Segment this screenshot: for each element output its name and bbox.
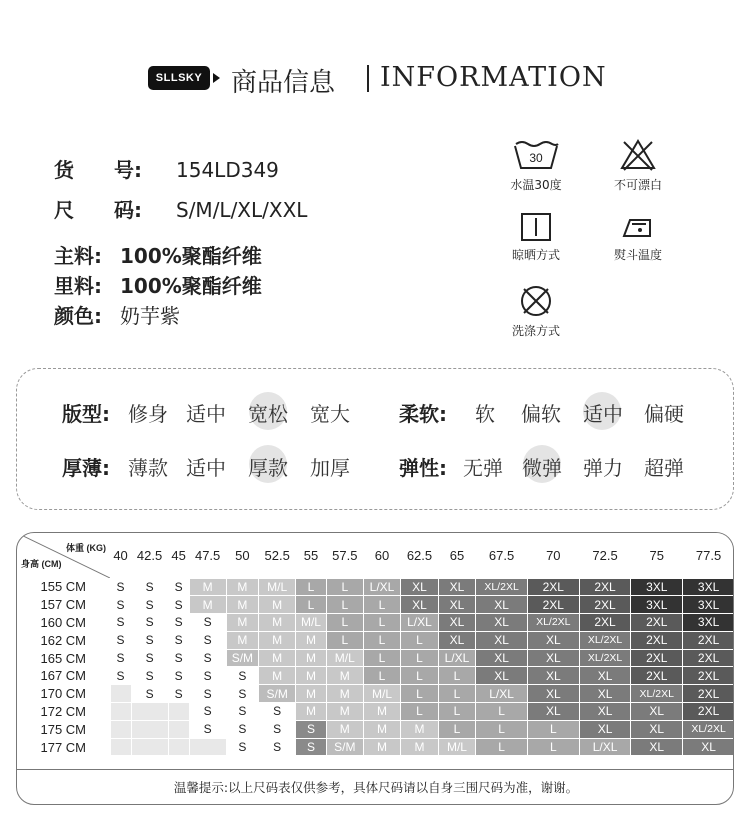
- size-cell: L: [363, 631, 400, 649]
- size-cell: S: [226, 685, 259, 703]
- size-cell: 2XL: [631, 631, 683, 649]
- size-cell: S: [131, 631, 168, 649]
- table-corner: [17, 533, 110, 578]
- size-cell: 2XL: [527, 578, 579, 596]
- size-cell: S: [110, 631, 131, 649]
- size-cell: XL: [579, 667, 631, 685]
- size-cell: S: [226, 720, 259, 738]
- table-row: [17, 596, 734, 614]
- size-cell: L: [296, 596, 327, 614]
- size-cell: XL: [579, 703, 631, 721]
- size-cell: 2XL: [683, 685, 734, 703]
- size-cell: S: [226, 738, 259, 756]
- size-cell: M/L: [363, 685, 400, 703]
- size-cell: L/XL: [401, 614, 438, 632]
- size-cell: L: [401, 649, 438, 667]
- size-cell: M: [363, 738, 400, 756]
- size-cell: L: [401, 685, 438, 703]
- size-cell: XL: [476, 596, 528, 614]
- size-cell: XL: [476, 614, 528, 632]
- size-cell: [110, 720, 131, 738]
- size-cell: 2XL: [579, 614, 631, 632]
- table-row: [17, 720, 734, 738]
- size-value: S/M/L/XL/XXL: [176, 198, 308, 222]
- height-cell: 165 CM: [40, 650, 87, 666]
- size-cell: S: [259, 720, 296, 738]
- size-cell: M: [259, 631, 296, 649]
- size-cell: M: [189, 596, 226, 614]
- size-cell: 3XL: [631, 578, 683, 596]
- size-cell: S: [168, 685, 189, 703]
- weight-header-cell: 65: [438, 533, 475, 578]
- size-cell: M: [296, 667, 327, 685]
- size-row: [54, 194, 307, 223]
- size-table-header: [17, 533, 734, 578]
- size-cell: M: [226, 596, 259, 614]
- size-cell: L/XL: [438, 649, 475, 667]
- size-cell: L: [326, 614, 363, 632]
- size-cell: M: [226, 578, 259, 596]
- size-cell: XL: [631, 703, 683, 721]
- table-row: [17, 738, 734, 756]
- size-cell: XL/2XL: [476, 578, 528, 596]
- size-cell: L: [476, 703, 528, 721]
- size-table: [17, 533, 734, 756]
- thickness-option: 薄款: [128, 456, 168, 480]
- height-axis-label: 身高 (CM): [21, 559, 62, 569]
- size-cell: XL: [579, 685, 631, 703]
- color-value: 奶芋紫: [120, 304, 180, 328]
- softness-option: 偏软: [521, 402, 561, 426]
- size-cell: M/L: [296, 614, 327, 632]
- size-cell: S: [110, 667, 131, 685]
- size-cell: 2XL: [683, 667, 734, 685]
- size-cell: S: [189, 631, 226, 649]
- title-chinese: 商品信息: [231, 68, 336, 98]
- size-cell: XL: [579, 720, 631, 738]
- size-cell: L: [363, 596, 400, 614]
- size-cell: S: [131, 614, 168, 632]
- fit-option-selected: 宽松: [248, 402, 288, 426]
- table-row: [17, 578, 734, 596]
- care-dry: [496, 212, 576, 263]
- size-cell: L: [401, 667, 438, 685]
- size-cell: L: [438, 667, 475, 685]
- height-cell: 160 CM: [40, 614, 87, 630]
- size-cell: XL: [527, 649, 579, 667]
- size-cell: XL: [476, 631, 528, 649]
- size-cell: M: [259, 614, 296, 632]
- size-cell: XL: [476, 667, 528, 685]
- size-cell: 2XL: [579, 596, 631, 614]
- size-cell: L: [363, 649, 400, 667]
- item-no-label: 货 号:: [54, 158, 142, 182]
- size-cell: S: [189, 667, 226, 685]
- size-cell: 2XL: [683, 631, 734, 649]
- wash-30-icon: [512, 138, 560, 172]
- size-cell: 2XL: [579, 578, 631, 596]
- size-cell: S: [131, 649, 168, 667]
- softness-option: 偏硬: [644, 402, 684, 426]
- size-cell: L: [476, 720, 528, 738]
- size-cell: XL: [527, 631, 579, 649]
- weight-header-cell: 47.5: [189, 533, 226, 578]
- height-cell: 170 CM: [40, 686, 87, 702]
- thickness-label: 厚薄:: [62, 456, 110, 480]
- size-cell: L: [326, 578, 363, 596]
- size-cell: XL: [438, 614, 475, 632]
- brand-logo: SLLSKY: [148, 66, 210, 90]
- weight-header-cell: 75: [631, 533, 683, 578]
- header: [0, 62, 750, 98]
- size-cell: S: [168, 578, 189, 596]
- title-english: INFORMATION: [380, 62, 607, 93]
- size-cell: L: [527, 720, 579, 738]
- size-cell: XL: [401, 596, 438, 614]
- elasticity-option: 无弹: [463, 456, 503, 480]
- size-cell: M: [296, 631, 327, 649]
- softness-option-selected: 适中: [583, 402, 623, 426]
- size-cell: XL/2XL: [527, 614, 579, 632]
- table-row: [17, 614, 734, 632]
- weight-axis-label: 体重 (KG): [66, 543, 106, 553]
- elasticity-label: 弹性:: [399, 456, 447, 480]
- size-cell: S: [131, 685, 168, 703]
- fit-option: 宽大: [310, 402, 350, 426]
- size-cell: S: [296, 738, 327, 756]
- size-cell: L: [326, 596, 363, 614]
- size-cell: S: [189, 720, 226, 738]
- weight-header-cell: 67.5: [476, 533, 528, 578]
- height-cell: 167 CM: [40, 668, 87, 684]
- size-cell: S: [189, 685, 226, 703]
- size-cell: L: [527, 738, 579, 756]
- fit-label: 版型:: [62, 402, 110, 426]
- size-cell: S: [168, 596, 189, 614]
- weight-header-cell: 52.5: [259, 533, 296, 578]
- care-dry-label: 晾晒方式: [511, 248, 560, 262]
- size-cell: M: [326, 667, 363, 685]
- size-cell: 3XL: [683, 614, 734, 632]
- softness-option: 软: [475, 402, 495, 426]
- size-cell: S: [110, 614, 131, 632]
- size-cell: 2XL: [631, 667, 683, 685]
- size-cell: L: [363, 667, 400, 685]
- weight-header-cell: 57.5: [326, 533, 363, 578]
- table-row: [17, 667, 734, 685]
- size-cell: S: [110, 578, 131, 596]
- main-material-row: [54, 240, 262, 269]
- size-cell: 2XL: [631, 614, 683, 632]
- size-cell: M: [189, 578, 226, 596]
- care-bleach-label: 不可漂白: [613, 178, 662, 192]
- height-cell: 177 CM: [40, 739, 87, 755]
- logo-arrow-icon: [213, 73, 220, 83]
- size-cell: S: [226, 667, 259, 685]
- size-cell: S: [259, 738, 296, 756]
- size-cell: 3XL: [683, 578, 734, 596]
- height-cell: 175 CM: [40, 721, 87, 737]
- lining-value: 100%聚酯纤维: [120, 274, 262, 298]
- size-chart: [16, 532, 734, 805]
- size-cell: XL: [631, 738, 683, 756]
- size-cell: XL: [476, 649, 528, 667]
- size-cell: M: [296, 703, 327, 721]
- size-cell: [110, 738, 131, 756]
- color-row: [54, 300, 180, 329]
- size-cell: [110, 703, 131, 721]
- size-cell: L: [476, 738, 528, 756]
- weight-header-cell: 72.5: [579, 533, 631, 578]
- size-cell: [131, 720, 168, 738]
- size-cell: M: [401, 720, 438, 738]
- size-cell: S: [168, 667, 189, 685]
- height-cell: 155 CM: [40, 579, 87, 595]
- size-cell: S/M: [226, 649, 259, 667]
- size-cell: S/M: [259, 685, 296, 703]
- size-cell: M/L: [326, 649, 363, 667]
- table-row: [17, 685, 734, 703]
- size-cell: M/L: [438, 738, 475, 756]
- thickness-option-selected: 厚款: [248, 456, 288, 480]
- attributes-panel: [16, 368, 734, 510]
- color-label: 颜色:: [54, 304, 102, 328]
- size-cell: 3XL: [631, 596, 683, 614]
- height-cell: 172 CM: [40, 703, 87, 719]
- size-cell: S: [131, 596, 168, 614]
- size-cell: S: [110, 596, 131, 614]
- size-cell: L: [296, 578, 327, 596]
- thickness-option: 适中: [186, 456, 226, 480]
- size-cell: [168, 703, 189, 721]
- size-cell: M: [401, 738, 438, 756]
- size-note: 温馨提示:以上尺码表仅供参考，具体尺码请以自身三围尺码为准，谢谢。: [17, 769, 734, 805]
- size-cell: XL: [527, 703, 579, 721]
- size-cell: XL/2XL: [683, 720, 734, 738]
- size-label: 尺 码:: [54, 198, 142, 222]
- size-cell: S: [168, 649, 189, 667]
- size-cell: [189, 738, 226, 756]
- weight-header-cell: 60: [363, 533, 400, 578]
- softness-label: 柔软:: [399, 402, 447, 426]
- height-cell: 157 CM: [40, 597, 87, 613]
- size-cell: M: [259, 667, 296, 685]
- size-cell: 2XL: [631, 649, 683, 667]
- elasticity-option: 弹力: [583, 456, 623, 480]
- size-cell: XL: [683, 738, 734, 756]
- size-cell: XL: [438, 631, 475, 649]
- table-row: [17, 703, 734, 721]
- lining-label: 里料:: [54, 274, 102, 298]
- size-cell: 2XL: [527, 596, 579, 614]
- size-cell: S/M: [326, 738, 363, 756]
- care-iron: [598, 212, 678, 263]
- care-clean: [496, 284, 576, 339]
- size-cell: M: [226, 614, 259, 632]
- size-cell: XL: [631, 720, 683, 738]
- size-cell: L: [363, 614, 400, 632]
- weight-header-cell: 40: [110, 533, 131, 578]
- size-cell: [168, 738, 189, 756]
- size-cell: M/L: [259, 578, 296, 596]
- size-table-body: [17, 533, 734, 756]
- fit-option: 适中: [186, 402, 226, 426]
- size-cell: XL: [527, 667, 579, 685]
- weight-header-cell: 45: [168, 533, 189, 578]
- size-cell: M: [226, 631, 259, 649]
- care-wash-label: 水温30度: [510, 178, 562, 192]
- size-cell: [131, 703, 168, 721]
- size-cell: 2XL: [683, 649, 734, 667]
- size-cell: S: [296, 720, 327, 738]
- size-cell: M: [259, 649, 296, 667]
- size-cell: 2XL: [683, 703, 734, 721]
- size-cell: XL/2XL: [579, 631, 631, 649]
- size-cell: L: [438, 685, 475, 703]
- no-bleach-icon: [618, 138, 658, 172]
- care-bleach: [598, 138, 678, 193]
- size-cell: S: [189, 703, 226, 721]
- weight-header-cell: 42.5: [131, 533, 168, 578]
- size-cell: XL: [438, 596, 475, 614]
- wash-temp: 30: [529, 151, 543, 165]
- size-cell: 3XL: [683, 596, 734, 614]
- care-iron-label: 熨斗温度: [613, 248, 662, 262]
- size-cell: M: [259, 596, 296, 614]
- main-material-value: 100%聚酯纤维: [120, 244, 262, 268]
- size-cell: L: [401, 631, 438, 649]
- fit-option: 修身: [128, 402, 168, 426]
- size-cell: S: [189, 649, 226, 667]
- size-cell: [131, 738, 168, 756]
- iron-icon: [618, 212, 658, 242]
- size-cell: L/XL: [579, 738, 631, 756]
- size-cell: XL/2XL: [631, 685, 683, 703]
- size-cell: S: [168, 614, 189, 632]
- elasticity-option: 超弹: [644, 456, 684, 480]
- size-cell: L: [401, 703, 438, 721]
- item-no-value: 154LD349: [176, 158, 279, 182]
- size-cell: M: [363, 720, 400, 738]
- size-cell: L: [438, 720, 475, 738]
- dry-shade-icon: [516, 212, 556, 242]
- care-wash: [496, 138, 576, 193]
- size-cell: S: [110, 649, 131, 667]
- weight-header-cell: 77.5: [683, 533, 734, 578]
- size-cell: XL: [527, 685, 579, 703]
- size-cell: L: [438, 703, 475, 721]
- size-cell: XL/2XL: [579, 649, 631, 667]
- weight-header-cell: 62.5: [401, 533, 438, 578]
- weight-header-cell: 70: [527, 533, 579, 578]
- main-material-label: 主料:: [54, 244, 102, 268]
- size-cell: L: [326, 631, 363, 649]
- size-cell: L/XL: [476, 685, 528, 703]
- size-cell: S: [131, 667, 168, 685]
- care-clean-label: 洗涤方式: [511, 324, 560, 338]
- size-cell: M: [363, 703, 400, 721]
- size-cell: S: [131, 578, 168, 596]
- size-cell: S: [168, 631, 189, 649]
- thickness-option: 加厚: [310, 456, 350, 480]
- table-row: [17, 649, 734, 667]
- size-cell: XL: [438, 578, 475, 596]
- lining-row: [54, 270, 262, 299]
- no-dry-clean-icon: [516, 284, 556, 318]
- weight-header-cell: 50: [226, 533, 259, 578]
- item-no-row: [54, 154, 279, 183]
- size-cell: XL: [401, 578, 438, 596]
- title-divider: [367, 65, 369, 92]
- table-row: [17, 631, 734, 649]
- elasticity-option-selected: 微弹: [522, 456, 562, 480]
- size-cell: S: [259, 703, 296, 721]
- size-cell: [168, 720, 189, 738]
- size-cell: M: [326, 720, 363, 738]
- size-cell: S: [189, 614, 226, 632]
- size-cell: M: [326, 703, 363, 721]
- size-cell: [110, 685, 131, 703]
- size-cell: L/XL: [363, 578, 400, 596]
- size-cell: M: [296, 649, 327, 667]
- weight-header-cell: 55: [296, 533, 327, 578]
- size-cell: S: [226, 703, 259, 721]
- size-cell: M: [326, 685, 363, 703]
- height-cell: 162 CM: [40, 632, 87, 648]
- size-cell: M: [296, 685, 327, 703]
